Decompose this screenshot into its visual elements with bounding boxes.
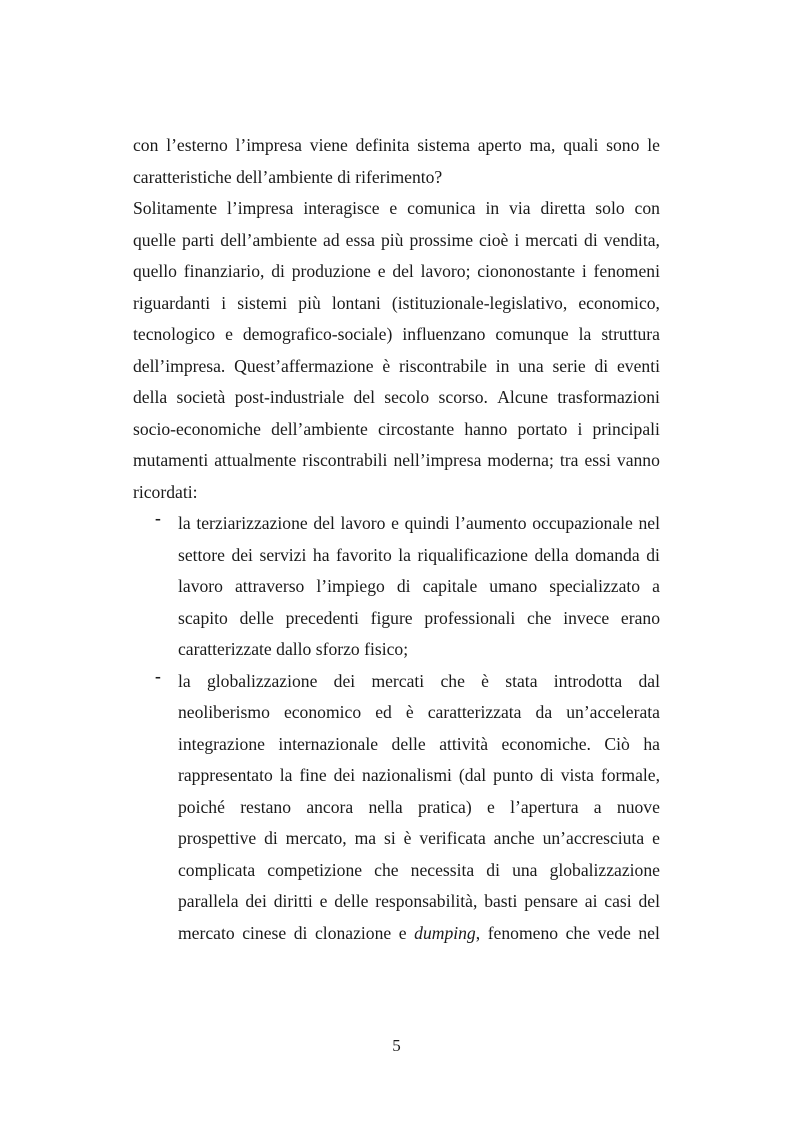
word: caratteristiche — [133, 166, 232, 187]
word: lavoro; — [420, 261, 471, 281]
word: economico, — [578, 292, 660, 313]
word: occupazionale — [532, 513, 633, 533]
word: integrazione — [178, 733, 265, 754]
word: e — [377, 261, 386, 281]
word: riscontrabile — [398, 355, 487, 376]
text-line — [133, 130, 660, 162]
word: ad — [323, 229, 340, 250]
word: capitale — [422, 576, 478, 596]
word: poiché — [178, 796, 225, 817]
word: quali — [563, 135, 599, 155]
word: globalizzazione — [206, 670, 318, 691]
text-line — [178, 697, 660, 729]
word: diritti — [273, 891, 313, 911]
word: di — [337, 166, 351, 187]
word: è — [481, 670, 489, 691]
word: post-industriale — [234, 387, 345, 407]
word: la — [279, 765, 293, 785]
word: sistema — [417, 135, 470, 155]
word: finanziario, — [183, 261, 265, 281]
word: dallo — [276, 639, 312, 659]
text-line — [178, 760, 660, 792]
word: e — [652, 828, 660, 848]
word: e — [398, 922, 407, 943]
list-item-text — [133, 666, 660, 950]
word: circostante — [378, 418, 455, 439]
word: vanno — [616, 450, 660, 470]
bullet-dash-icon: - — [155, 665, 161, 686]
word: professionali — [424, 607, 516, 628]
text-line — [178, 571, 660, 603]
word: riferimento? — [355, 166, 443, 187]
word: di — [396, 576, 411, 596]
text-line — [178, 729, 660, 761]
word: secolo — [384, 387, 430, 407]
word: dal — [638, 670, 660, 691]
list-item-text — [133, 508, 660, 666]
word: società — [176, 387, 226, 407]
word: è — [403, 828, 412, 848]
word: e — [389, 198, 398, 218]
word: l’impiego — [316, 576, 385, 596]
word: dell’impresa. — [133, 355, 226, 376]
word: vede — [597, 922, 631, 943]
word: internazionale — [278, 733, 379, 754]
word: ai — [584, 891, 598, 911]
word: del — [313, 513, 335, 533]
word: dell’ambiente — [236, 166, 333, 187]
word: scapito — [178, 607, 228, 628]
word: sforzo — [315, 639, 360, 659]
word: Solitamente — [133, 198, 218, 218]
word: una — [512, 859, 538, 880]
word: attualmente — [214, 450, 297, 470]
word: del — [638, 891, 660, 911]
word: dumping, — [414, 922, 481, 943]
word: lontani — [331, 292, 381, 313]
word: definita — [355, 135, 410, 155]
word: nel — [638, 922, 660, 943]
word: lavoro — [178, 576, 223, 596]
word: quello — [133, 261, 177, 281]
word: favorito — [336, 544, 392, 565]
text-line — [178, 540, 660, 572]
word: struttura — [601, 324, 660, 344]
word: da — [535, 702, 553, 722]
word: tra — [559, 450, 579, 470]
word: Ciò — [604, 733, 630, 754]
word: dei — [333, 670, 356, 691]
word: l’impresa — [235, 135, 302, 155]
word: di — [646, 544, 660, 565]
text-line — [133, 288, 660, 320]
word: del — [392, 261, 414, 281]
word: erano — [620, 607, 660, 628]
word: la — [178, 513, 191, 533]
word: ricordati: — [133, 481, 198, 502]
text-line — [178, 666, 660, 698]
word: di — [594, 355, 609, 376]
word: in — [485, 198, 500, 218]
text-line — [133, 414, 660, 446]
word: solo — [595, 198, 625, 218]
text-line — [178, 855, 660, 887]
word: ed — [375, 702, 392, 722]
word: nell’impresa — [393, 450, 482, 470]
word: lavoro — [340, 513, 386, 533]
word: nel — [638, 513, 660, 533]
word: ha — [643, 733, 660, 754]
page-number: 5 — [392, 1036, 401, 1055]
word: stata — [505, 670, 538, 691]
word: aperto — [477, 135, 522, 155]
word: domanda — [575, 544, 640, 565]
word: fine — [299, 765, 327, 785]
word: produzione — [291, 261, 371, 281]
word: globalizzazione — [549, 859, 660, 880]
word: nazionalismi — [362, 765, 452, 785]
word: scorso. — [438, 387, 488, 407]
word: principali — [592, 418, 660, 439]
list-item — [133, 666, 660, 950]
word: hanno — [464, 418, 508, 439]
word: della — [133, 387, 168, 407]
word: necessita — [410, 859, 475, 880]
word: clonazione — [315, 922, 392, 943]
word: che — [527, 607, 552, 628]
word: delle — [391, 733, 426, 754]
text-line — [133, 225, 660, 257]
word: l’impresa — [226, 198, 294, 218]
word: di — [540, 765, 554, 785]
word: mercati — [371, 670, 425, 691]
word: responsabilità, — [375, 891, 478, 911]
word: neoliberismo — [178, 702, 270, 722]
bullet-dash-icon: - — [155, 508, 161, 528]
word: una — [518, 355, 544, 376]
word: e — [487, 796, 495, 817]
word: con — [634, 198, 660, 218]
word: (dal — [458, 765, 487, 785]
word: fisico; — [364, 639, 409, 659]
word: caratterizzate — [178, 639, 272, 659]
word: restano — [240, 796, 292, 817]
word: socio-economiche — [133, 418, 261, 439]
word: a — [593, 796, 602, 817]
word: i — [581, 261, 587, 281]
word: moderna; — [487, 450, 554, 470]
word: fenomeno — [487, 922, 559, 943]
word: di — [271, 261, 285, 281]
word: più — [380, 229, 404, 250]
word: comunica — [407, 198, 476, 218]
text-line — [133, 382, 660, 414]
text-line — [133, 477, 660, 509]
word: e — [391, 513, 399, 533]
word: è — [382, 355, 391, 376]
word: vista — [560, 765, 594, 785]
word: demografico-sociale) — [242, 324, 393, 344]
word: i — [221, 292, 227, 313]
word: di — [293, 922, 308, 943]
word: con — [133, 135, 159, 155]
word: tecnologico — [133, 324, 216, 344]
word: sistemi — [237, 292, 288, 313]
word: rappresentato — [178, 765, 273, 785]
word: pratica) — [418, 796, 472, 817]
text-line — [133, 351, 660, 383]
word: essi — [584, 450, 611, 470]
word: delle — [334, 891, 369, 911]
body-text — [133, 130, 660, 949]
word: ciononostante — [477, 261, 576, 281]
word: attraverso — [234, 576, 305, 596]
word: formale, — [600, 765, 660, 785]
word: mutamenti — [133, 450, 209, 470]
word: quelle — [133, 229, 176, 250]
word: del — [353, 387, 375, 407]
word: portato — [517, 418, 568, 439]
text-line — [178, 886, 660, 918]
word: dei — [231, 544, 253, 565]
word: specializzato — [549, 576, 641, 596]
word: basti — [484, 891, 518, 911]
word: Quest’affermazione — [234, 355, 374, 376]
word: comunque — [495, 324, 569, 344]
word: ancora — [306, 796, 354, 817]
word: riguardanti — [133, 292, 211, 313]
word: cinese — [242, 922, 287, 943]
paragraph — [133, 130, 660, 508]
word: ma — [354, 828, 377, 848]
word: casi — [604, 891, 632, 911]
word: nuove — [616, 796, 660, 817]
text-line — [133, 162, 660, 194]
word: si — [384, 828, 396, 848]
text-line — [178, 792, 660, 824]
word: dei — [245, 891, 267, 911]
word: che — [440, 670, 465, 691]
word: via — [509, 198, 531, 218]
word: dell’ambiente — [271, 418, 368, 439]
word: Alcune — [497, 387, 549, 407]
word: l’apertura — [510, 796, 579, 817]
word: figure — [370, 607, 413, 628]
word: di — [264, 828, 278, 848]
word: un’accelerata — [566, 702, 660, 722]
word: mercato — [178, 922, 235, 943]
text-line — [133, 319, 660, 351]
word: (istituzionale-legislativo, — [391, 292, 568, 313]
word: complicata — [178, 859, 256, 880]
word: servizi — [259, 544, 307, 565]
word: di — [584, 229, 598, 250]
word: i — [514, 229, 520, 250]
word: trasformazioni — [557, 387, 660, 407]
word: cioè — [479, 229, 509, 250]
word: a — [652, 576, 660, 596]
word: vendita, — [603, 229, 660, 250]
word: in — [495, 355, 510, 376]
word: pensare — [524, 891, 578, 911]
word: i — [577, 418, 583, 439]
word: e — [225, 324, 233, 344]
bullet-list — [133, 508, 660, 949]
text-line — [178, 603, 660, 635]
text-line — [178, 634, 660, 666]
word: più — [298, 292, 321, 313]
word: l’esterno — [166, 135, 228, 155]
word: settore — [178, 544, 225, 565]
word: riqualificazione — [417, 544, 528, 565]
list-item — [133, 508, 660, 666]
text-line — [178, 823, 660, 855]
word: dell’ambiente — [220, 229, 318, 250]
word: serie — [552, 355, 586, 376]
word: mercato, — [285, 828, 347, 848]
word: interagisce — [303, 198, 380, 218]
word: l’aumento — [455, 513, 527, 533]
word: eventi — [616, 355, 660, 376]
word: un’accresciuta — [542, 828, 645, 848]
word: attività — [439, 733, 489, 754]
word: caratterizzata — [427, 702, 522, 722]
word: economico — [283, 702, 362, 722]
word: introdotta — [553, 670, 623, 691]
word: dei — [333, 765, 356, 785]
word: di — [486, 859, 500, 880]
word: della — [534, 544, 569, 565]
text-line — [178, 918, 660, 950]
word: riscontrabili — [302, 450, 388, 470]
word: invece — [563, 607, 610, 628]
word: fenomeni — [593, 261, 660, 281]
text-line — [133, 193, 660, 225]
word: le — [647, 135, 660, 155]
word: economiche. — [501, 733, 591, 754]
text-line — [178, 508, 660, 540]
word: mercati — [525, 229, 579, 250]
word: anche — [493, 828, 535, 848]
word: delle — [239, 607, 274, 628]
word: terziarizzazione — [196, 513, 308, 533]
word: e — [319, 891, 328, 911]
word: essa — [345, 229, 375, 250]
word: competizione — [267, 859, 363, 880]
word: diretta — [540, 198, 586, 218]
word: è — [405, 702, 414, 722]
word: parti — [182, 229, 215, 250]
word: punto — [493, 765, 534, 785]
word: prospettive — [178, 828, 257, 848]
text-line — [133, 445, 660, 477]
word: la — [178, 670, 191, 691]
word: la — [578, 324, 592, 344]
word: viene — [309, 135, 348, 155]
word: che — [565, 922, 591, 943]
text-line — [133, 256, 660, 288]
word: ha — [312, 544, 330, 565]
word: umano — [489, 576, 538, 596]
word: la — [398, 544, 411, 565]
word: nella — [368, 796, 403, 817]
word: ma, — [529, 135, 556, 155]
word: influenzano — [402, 324, 486, 344]
word: verificata — [419, 828, 486, 848]
word: quindi — [404, 513, 450, 533]
word: sono — [606, 135, 640, 155]
word: prossime — [409, 229, 474, 250]
word: precedenti — [285, 607, 359, 628]
word: parallela — [178, 891, 239, 911]
italic-term: dumping — [414, 922, 476, 943]
word: che — [374, 859, 399, 880]
